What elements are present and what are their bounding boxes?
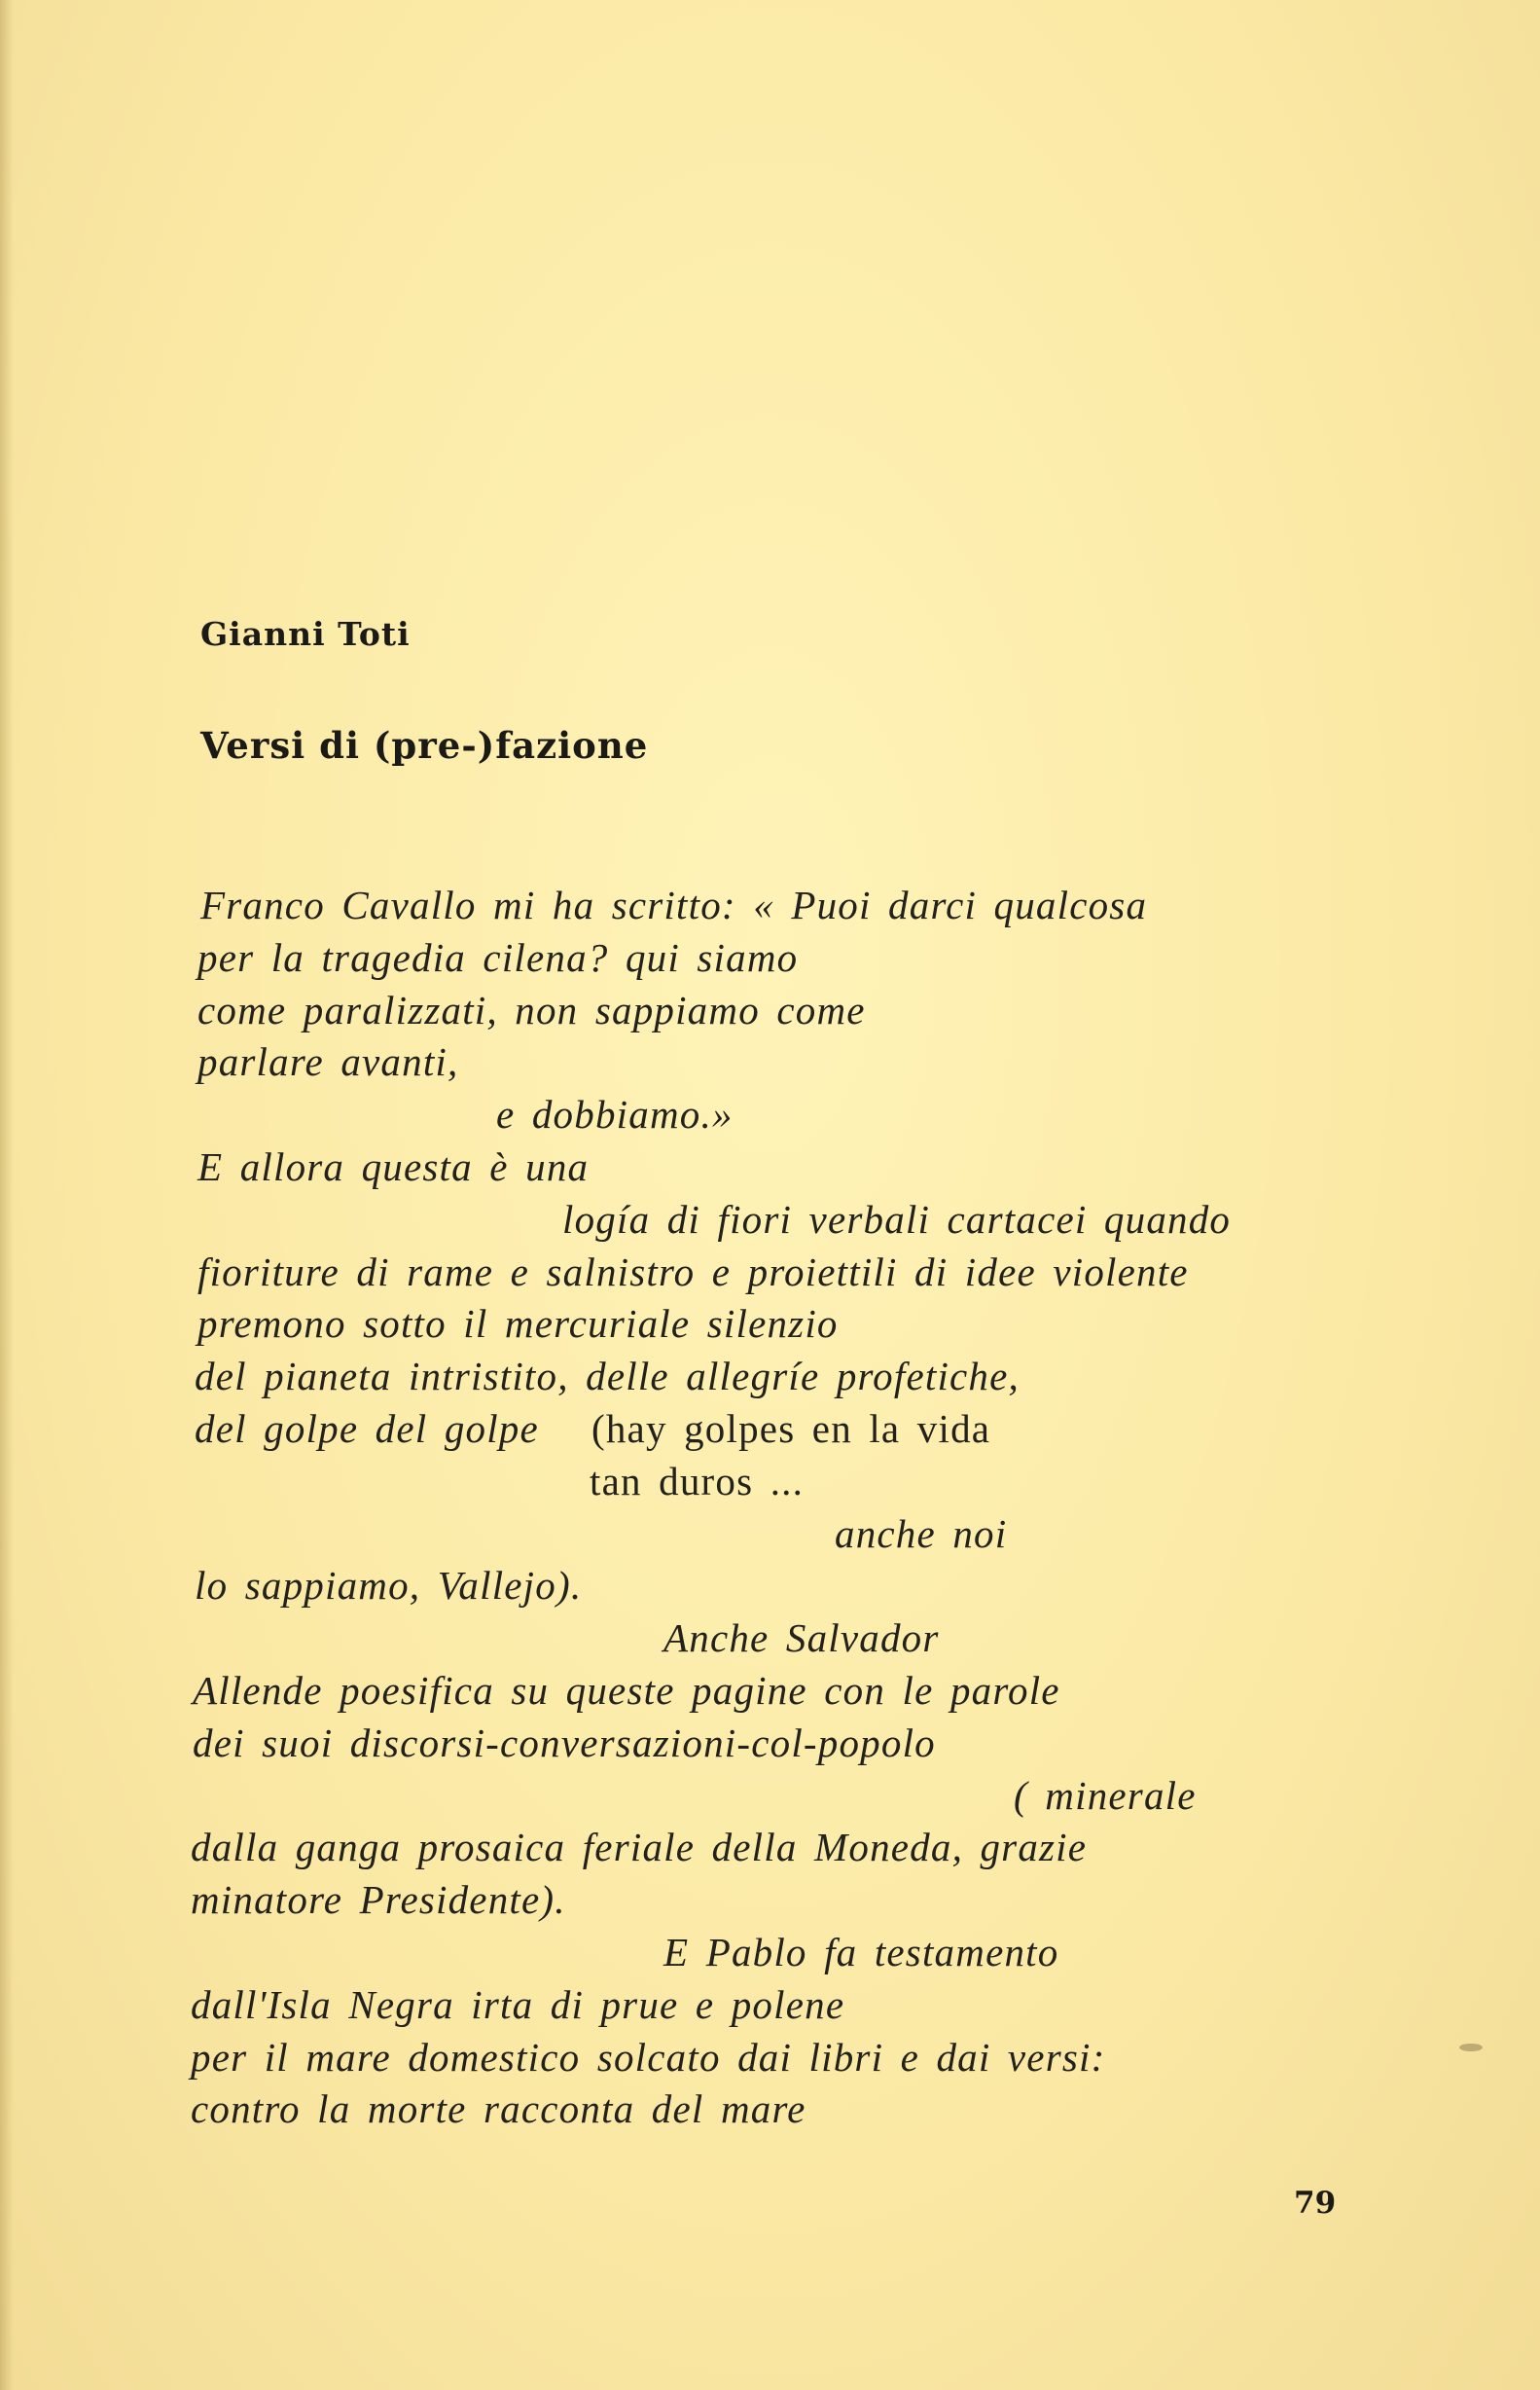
poem-line: dall'Isla Negra irta di prue e polene xyxy=(191,1982,845,2027)
poem-line: per la tragedia cilena? qui siamo xyxy=(197,935,799,980)
ink-smudge xyxy=(1459,2044,1483,2051)
poem-line: Anche Salvador xyxy=(663,1615,940,1660)
poem-title: Versi di (pre-)fazione xyxy=(200,724,649,767)
poem-line: contro la morte racconta del mare xyxy=(191,2086,806,2131)
poem-line: Allende poesifica su queste pagine con le parole xyxy=(193,1668,1060,1713)
poem-line: del golpe del golpe xyxy=(195,1406,539,1451)
poem-line: minatore Presidente). xyxy=(191,1877,566,1922)
poem-line: per il mare domestico solcato dai libri e dai versi: xyxy=(191,2035,1106,2080)
poem-line: dei suoi discorsi-conversazioni-col-popolo xyxy=(193,1720,936,1765)
poem-line-spanish: tan duros ... xyxy=(590,1459,805,1503)
poem-line: logía di fiori verbali cartacei quando xyxy=(562,1197,1232,1242)
poem-line: del pianeta intristito, delle allegríe profetiche, xyxy=(195,1354,1020,1398)
poem-line: e dobbiamo.» xyxy=(496,1092,734,1137)
poem-line: lo sappiamo, Vallejo). xyxy=(195,1563,583,1608)
poem-line: ( minerale xyxy=(1014,1773,1197,1818)
poem-line-spanish: (hay golpes en la vida xyxy=(591,1406,991,1451)
poem-line: fioriture di rame e salnistro e proiettili di idee violente xyxy=(197,1249,1189,1294)
poem-line: E Pablo fa testamento xyxy=(663,1930,1059,1974)
page-number: 79 xyxy=(1294,2186,1337,2221)
poem-line: anche noi xyxy=(835,1511,1008,1556)
poem-line: come paralizzati, non sappiamo come xyxy=(197,988,866,1032)
author-name: Gianni Toti xyxy=(200,615,411,653)
poem-line: parlare avanti, xyxy=(197,1039,459,1084)
poem-line: dalla ganga prosaica feriale della Moneda, grazie xyxy=(191,1825,1088,1869)
poem-line: Franco Cavallo mi ha scritto: « Puoi darci qualcosa xyxy=(200,883,1148,927)
poem-line: premono sotto il mercuriale silenzio xyxy=(197,1301,839,1346)
poem-line: E allora questa è una xyxy=(197,1144,590,1189)
